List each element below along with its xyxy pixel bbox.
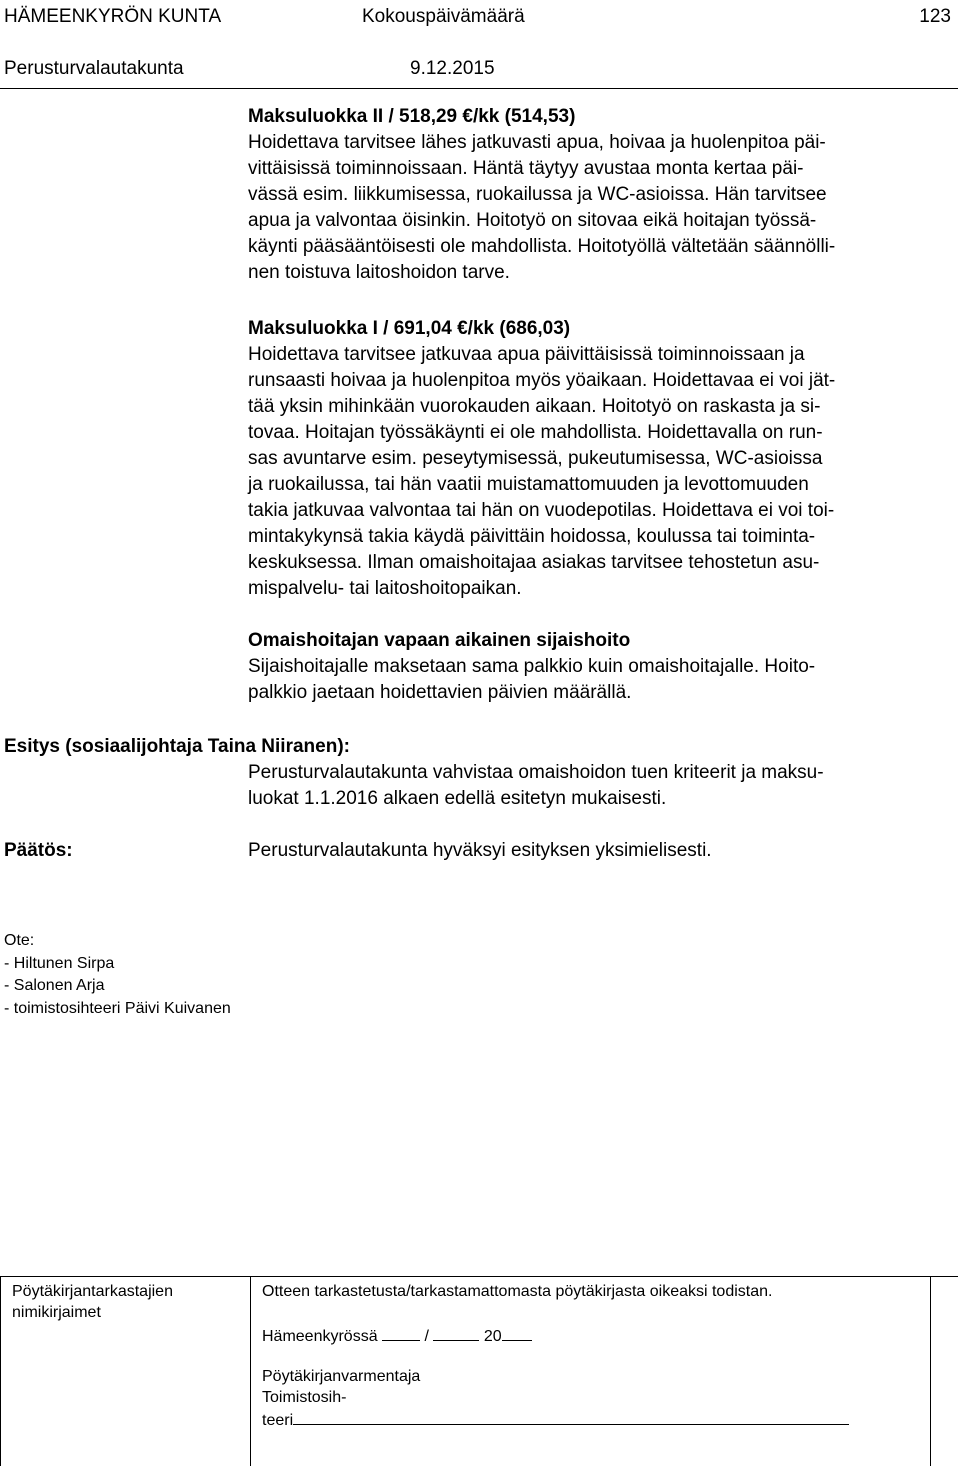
substitute-care-heading: Omaishoitajan vapaan aikainen sijaishoito: [248, 630, 631, 651]
month-blank: [433, 1324, 479, 1341]
footer-top-border: [0, 1276, 958, 1277]
paragraph-line: luokat 1.1.2016 alkaen edellä esitetyn mukaisesti.: [248, 788, 667, 809]
place-date-line: [262, 1324, 532, 1347]
verifier-label: Pöytäkirjanvarmentaja: [262, 1368, 421, 1385]
footer-signature-table: [0, 1276, 958, 1466]
paragraph-line: runsaasti hoivaa ja huolenpitoa myös yöaikaan. Hoidettavaa ei voi jät-: [248, 370, 836, 391]
paragraph-line: vittäisissä toiminnoissaan. Häntä täytyy avustaa monta kertaa päi-: [248, 158, 804, 179]
footer-column-divider: [250, 1276, 251, 1466]
paragraph-line: Sijaishoitajalle maksetaan sama palkkio kuin omaishoitajalle. Hoito-: [248, 656, 816, 677]
date-slash: /: [424, 1328, 429, 1345]
decision-label: Päätös:: [4, 840, 73, 861]
paragraph-line: Hoidettava tarvitsee jatkuvaa apua päivittäisissä toiminnoissaan ja: [248, 344, 805, 365]
committee-name: Perusturvalautakunta: [4, 58, 184, 79]
payment-class-2: [248, 104, 948, 286]
header-divider: [0, 88, 958, 89]
list-item: - Hiltunen Sirpa: [4, 954, 115, 972]
paragraph-line: nen toistuva laitoshoidon tarve.: [248, 262, 510, 283]
certification-text: Otteen tarkastetusta/tarkastamattomasta pöytäkirjasta oikeaksi todistan.: [262, 1283, 773, 1300]
paragraph-line: tovaa. Hoitajan työssäkäynti ei ole mahdollista. Hoidettavalla on run-: [248, 422, 823, 443]
paragraph-line: Perusturvalautakunta hyväksyi esityksen yksimielisesti.: [248, 840, 712, 861]
paragraph-line: palkkio jaetaan hoidettavien päivien määrällä.: [248, 682, 632, 703]
extract-recipients: [4, 930, 231, 1020]
organization-name: HÄMEENKYRÖN KUNTA: [4, 6, 222, 27]
page-number: 123: [919, 6, 951, 27]
paragraph-line: takia jatkuvaa valvontaa tai hän on vuodepotilas. Hoidettava ei voi toi-: [248, 500, 835, 521]
paragraph-line: mintakykynsä takia käydä päivittäin hoidossa, koulussa tai toiminta-: [248, 526, 816, 547]
payment-class-1-heading: Maksuluokka I / 691,04 €/kk (686,03): [248, 318, 571, 339]
verifier-title: Toimistosih-: [262, 1389, 347, 1406]
paragraph-line: tää yksin mihinkään vuorokauden aikaan. Hoitotyö on raskasta ja si-: [248, 396, 821, 417]
year-prefix: 20: [483, 1328, 502, 1345]
proposal-label: Esitys (sosiaalijohtaja Taina Niiranen):: [4, 736, 350, 757]
paragraph-line: apua ja valvontaa öisinkin. Hoitotyö on sitovaa eikä hoitajan työssä-: [248, 210, 817, 231]
payment-class-1: [248, 316, 948, 602]
signature-blank: [293, 1408, 849, 1425]
list-item: - Salonen Arja: [4, 977, 105, 994]
paragraph-line: Perusturvalautakunta vahvistaa omaishoidon tuen kriteerit ja maksu-: [248, 762, 824, 783]
paragraph-line: käynti pääsääntöisesti ole mahdollista. Hoitotyöllä vältetään säännölli-: [248, 236, 836, 257]
substitute-care-section: [248, 628, 948, 706]
paragraph-line: sas avuntarve esim. peseytymisessä, pukeutumisessa, WC-asioissa: [248, 448, 823, 469]
footer-left-border: [0, 1276, 1, 1466]
footer-right-border: [930, 1276, 931, 1466]
inspectors-label-cont: nimikirjaimet: [12, 1304, 101, 1321]
paragraph-line: Hoidettava tarvitsee lähes jatkuvasti apua, hoivaa ja huolenpitoa päi-: [248, 132, 826, 153]
payment-class-2-heading: Maksuluokka II / 518,29 €/kk (514,53): [248, 106, 576, 127]
list-item: - toimistosihteeri Päivi Kuivanen: [4, 999, 231, 1017]
year-blank: [502, 1324, 532, 1341]
paragraph-line: mispalvelu- tai laitoshoitopaikan.: [248, 578, 522, 599]
date-label: Kokouspäivämäärä: [362, 6, 525, 27]
proposal-text: [248, 760, 948, 812]
paragraph-line: ja ruokailussa, tai hän vaatii muistamattomuuden ja levottomuuden: [248, 474, 809, 495]
verifier-title-end: teeri: [262, 1412, 294, 1429]
place-name: Hämeenkyrössä: [262, 1328, 378, 1345]
inspectors-label: Pöytäkirjantarkastajien: [12, 1283, 173, 1300]
paragraph-line: keskuksessa. Ilman omaishoitajaa asiakas tarvitsee tehostetun asu-: [248, 552, 820, 573]
verifier-title-cont: [262, 1408, 849, 1431]
day-blank: [382, 1324, 420, 1341]
paragraph-line: vässä esim. liikkumisessa, ruokailussa ja WC-asioissa. Hän tarvitsee: [248, 184, 827, 205]
extract-label: Ote:: [4, 932, 35, 949]
meeting-date: 9.12.2015: [410, 58, 495, 79]
decision-text: [248, 838, 948, 864]
